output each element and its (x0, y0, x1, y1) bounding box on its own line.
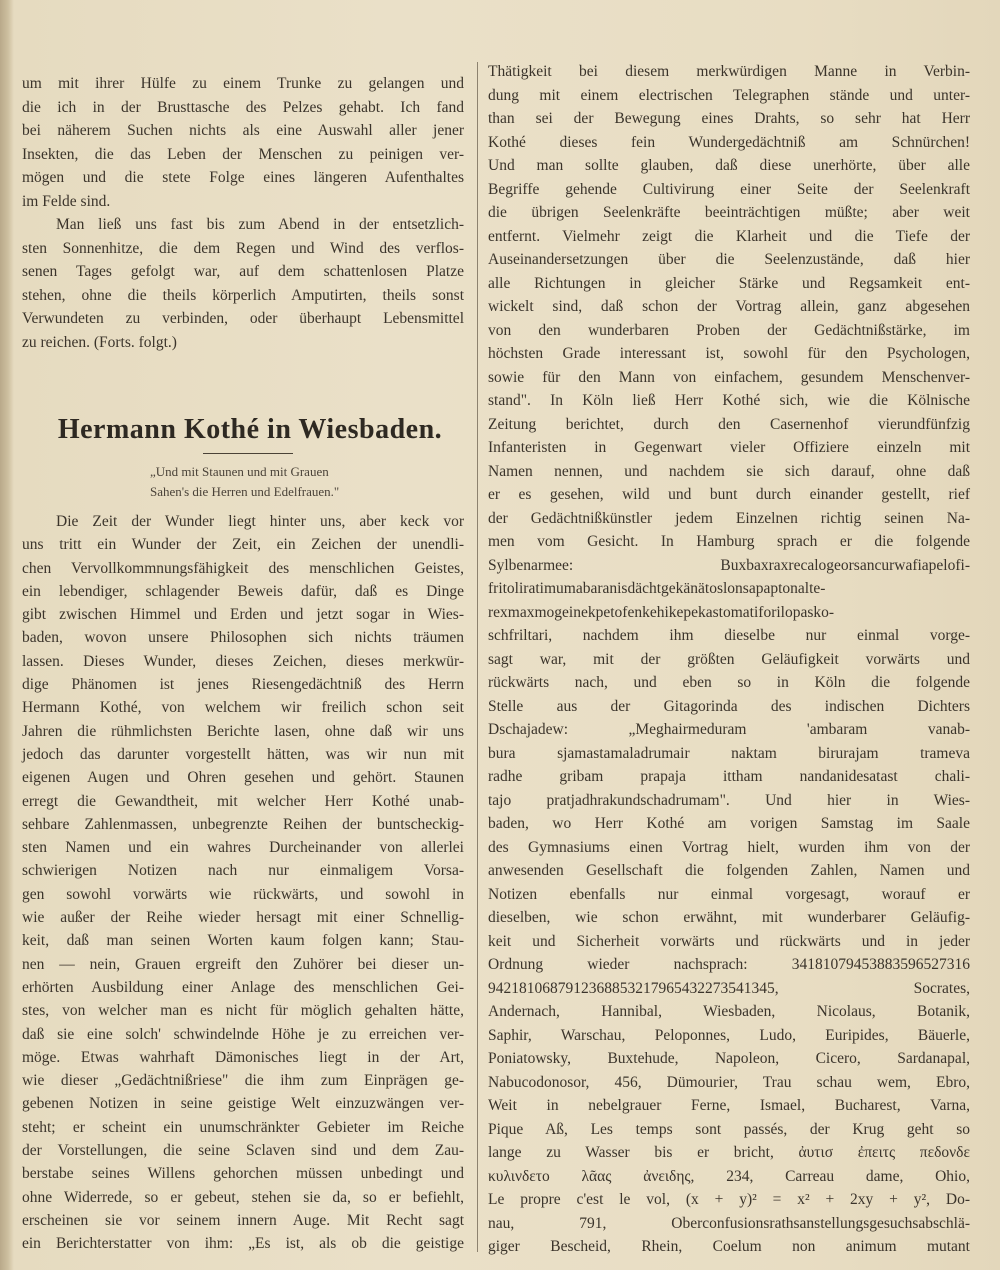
text-line: giger Bescheid, Rhein, Coelum non animum mutant (488, 1238, 970, 1255)
text-line: berstabe seines Willens gehorchen müssen unbedingt und (22, 1165, 464, 1183)
epigraph-line: Sahen's die Herren und Edelfrauen." (150, 484, 340, 499)
epigraph (150, 462, 460, 502)
text-line: erregt die Gewandtheit, mit welcher Herr Kothé unab- (22, 792, 464, 810)
text-line: Verwundeten zu verbinden, oder überhaupt Lebensmittel (22, 310, 464, 327)
text-line: er es gesehen, wild und bunt durch einander gestellt, rief (488, 486, 970, 503)
text-line: gibt zwischen Himmel und Erden und jetzt sogar in Wies- (22, 606, 464, 624)
text-line: lassen. Dieses Wunder, dieses Zeichen, dieses merkwür- (22, 652, 464, 670)
text-line: daß sie eine solch' schwindelnde Höhe je zu erreichen ver- (22, 1025, 464, 1043)
text-line: nau, 791, Oberconfusionsrathsanstellungsgesuchsabschlä- (488, 1214, 970, 1232)
text-line: dige Phänomen ist jenes Riesengedächtniß des Herrn (22, 676, 464, 694)
text-line: alle Richtungen in gleicher Stärke und Regsamkeit ent- (488, 274, 970, 292)
text-line: entfernt. Vielmehr zeigt die Klarheit und die Tiefe der (488, 227, 970, 245)
text-line: sehbare Zahlenmassen, unbegrenzte Reihen der buntscheckig- (22, 815, 464, 833)
text-line: wie außer der Reihe wieder hersagt mit einer Schnellig- (22, 909, 464, 927)
text-line: Nabucodonosor, 456, Dümourier, Trau schau wem, Ebro, (488, 1073, 970, 1091)
text-line: Le propre c'est le vol, (x + y)² = x² + 2xy + y², Do- (488, 1191, 970, 1208)
text-line: zu reichen. (Forts. folgt.) (22, 333, 177, 351)
text-line: Andernach, Hannibal, Wiesbaden, Nicolaus, Botanik, (488, 1003, 970, 1020)
text-line: baden, wovon unsere Philosophen sich nichts träumen (22, 629, 464, 647)
text-line: ein Berichterstatter von ihm: „Es ist, als ob die geistige (22, 1235, 464, 1253)
text-line: Man ließ uns fast bis zum Abend in der entsetzlich- (56, 216, 464, 233)
text-line: Insekten, die das Leben der Menschen zu peinigen ver- (22, 145, 464, 163)
text-line: schwierigen Notizen nach nur einmaligem Vorsa- (22, 862, 464, 880)
text-line: fritoliratimumabaranisdächtgekänätoslonsapaptonalte- (488, 580, 826, 597)
text-line: Und man sollte glauben, daß diese unerhörte, über alle (488, 157, 970, 174)
text-line: lange zu Wasser bis er bricht, ἀυτισ ἐπειτς πεδονδε (488, 1144, 970, 1161)
text-line: nen — nein, Grauen ergreift den Zuhörer bei dieser un- (22, 955, 464, 973)
text-line: keit und Sicherheit vorwärts und rückwärts und in jeder (488, 932, 970, 950)
text-line: steht; er scheint ein unumschränkter Gebieter im Reiche (22, 1118, 464, 1136)
epigraph-line: „Und mit Staunen und mit Grauen (150, 464, 329, 479)
text-line: dung mit einem electrischen Telegraphen stände und unter- (488, 86, 970, 104)
column-divider (477, 62, 478, 1252)
text-line: von den wunderbaren Proben der Gedächtnißstärke, im (488, 321, 970, 339)
text-line: Namen nennen, und nachdem sie sich darauf, ohne daß (488, 462, 970, 480)
text-line: Stelle aus der Gitagorinda des indischen Dichters (488, 697, 970, 715)
text-line: keit, daß man seinen Worten kaum folgen kann; Stau- (22, 932, 464, 950)
text-line: 9421810687912368853217965432273541345, Socrates, (488, 979, 970, 997)
text-line: tajo pratjadhrakundschadrumam". Und hier in Wies- (488, 791, 970, 809)
text-line: des Gymnasiums einen Vortrag hielt, wurden ihm von der (488, 838, 970, 856)
right-column-article-body (488, 60, 970, 1259)
title-underline (203, 453, 293, 454)
text-line: die übrigen Seelenkräfte beeinträchtigen müßte; aber weit (488, 204, 970, 221)
text-line: Infanteristen in Gegenwart vieler Offiziere einzeln mit (488, 439, 970, 456)
text-line: wickelt sind, daß schon der Vortrag allein, ganz abgesehen (488, 298, 970, 315)
text-line: Notizen ebenfalls nur einmal vorgesagt, worauf er (488, 885, 970, 903)
text-line: sten Namen und ein wahres Durcheinander von allerlei (22, 839, 464, 857)
text-line: bura sjamastamaladrumair naktam birurajam trameva (488, 744, 970, 762)
text-line: um mit ihrer Hülfe zu einem Trunke zu gelangen und (22, 75, 464, 92)
text-line: Sylbenarmee: Buxbaxraxrecalogeorsancurwafiapelofi- (488, 556, 970, 574)
text-line: im Felde sind. (22, 192, 111, 210)
text-line: stehen, ohne die theils körperlich Amputirten, theils sonst (22, 286, 464, 304)
text-line: Jahren die rühmlichsten Berichte lasen, ohne daß wir uns (22, 722, 464, 740)
text-line: κυλινδετο λᾶας ἀνειδης, 234, Carreau dame, Ohio, (488, 1167, 970, 1185)
text-line: jedoch das darunter vorgestellt hätten, was wir nun mit (22, 745, 464, 763)
text-line: höchsten Grade interessant ist, sowohl für den Psychologen, (488, 345, 970, 362)
text-line: gen sowohl vorwärts wie rückwärts, und sowohl in (22, 885, 464, 903)
text-line: der Gedächtnißkünstler jedem Einzelnen richtig seinen Na- (488, 509, 970, 527)
text-line: stand". In Köln ließ Herr Kothé sich, wie die Kölnische (488, 392, 970, 409)
text-line: sowie für den Mann von einfachem, gesundem Menschenver- (488, 368, 970, 386)
text-line: Kothé dieses fein Wundergedächtniß am Schnürchen! (488, 133, 970, 151)
text-line: sten Sonnenhitze, die dem Regen und Wind des verflos- (22, 239, 464, 257)
text-line: mögen und die stete Folge eines längeren Aufenthaltes (22, 169, 464, 186)
text-line: erhörten Ausbildung einer Anlage des menschlichen Gei- (22, 978, 464, 996)
text-line: rexmaxmogeinekpetofenkehikepekastomatiforilopasko- (488, 603, 835, 621)
text-line: Die Zeit der Wunder liegt hinter uns, aber keck vor (56, 513, 464, 530)
text-line: ein lebendiger, schlagender Beweis dafür, daß es Dinge (22, 582, 464, 600)
text-line: Pique Aß, Les temps sont passés, der Krug geht so (488, 1120, 970, 1138)
text-line: stes, von welcher man es nicht für möglich gehalten hätte, (22, 1002, 464, 1020)
left-column-article-body (22, 510, 464, 1256)
text-line: uns tritt ein Wunder der Zeit, ein Zeichen der unendli- (22, 536, 464, 554)
paragraph (22, 510, 464, 1256)
text-line: chen Vervollkommnungsfähigkeit des menschlichen Geistes, (22, 559, 464, 577)
article-title: Hermann Kothé in Wiesbaden. (57, 414, 443, 445)
text-line: Begriffe gehende Cultivirung einer Seite der Seelenkraft (488, 180, 970, 198)
text-line: bei näherem Suchen nichts als eine Auswahl aller jener (22, 122, 464, 139)
text-line: than sei der Bewegung eines Drahts, so sehr hat Herr (488, 110, 970, 127)
text-line: Ordnung wieder nachsprach: 34181079453883596527316 (488, 956, 970, 973)
text-line: die ich in der Brusttasche des Pelzes gehabt. Ich fand (22, 98, 464, 116)
text-line: baden, wo Herr Kothé am vorigen Samstag im Saale (488, 815, 970, 832)
text-line: eigenen Augen und Ohren gesehen und gehört. Staunen (22, 769, 464, 787)
text-line: wie dieser „Gedächtnißriese" die ihm zum Einprägen ge- (22, 1072, 464, 1090)
text-line: Hermann Kothé, von welchem wir freilich schon seit (22, 699, 464, 717)
text-line: erscheinen sie vor seinem innern Auge. Mit Recht sagt (22, 1211, 464, 1229)
left-column-previous-article (22, 72, 464, 354)
text-line: Saphir, Warschau, Peloponnes, Ludo, Euripides, Bäuerle, (488, 1026, 970, 1044)
text-line: schfriltari, nachdem ihm dieselbe nur einmal vorge- (488, 627, 970, 644)
text-line: Poniatowsky, Buxtehude, Napoleon, Cicero, Sardanapal, (488, 1050, 970, 1067)
paragraph (22, 213, 464, 354)
text-line: gebenen Notizen in seine geistige Welt einzuzwängen ver- (22, 1095, 464, 1113)
text-line: radhe gribam prapaja ittham nandanidesatast chali- (488, 768, 970, 785)
text-line: dieselben, wie schon erwähnt, mit wunderbarer Geläufig- (488, 909, 970, 926)
text-line: sagt war, mit der größten Geläufigkeit vorwärts und (488, 650, 970, 668)
text-line: men vom Gesicht. In Hamburg sprach er die folgende (488, 533, 970, 550)
text-line: der Vorstellungen, die seine Sclaven sind und dem Zau- (22, 1142, 464, 1160)
text-line: Weit in nebelgrauer Ferne, Ismael, Bucharest, Varna, (488, 1097, 970, 1114)
text-line: senen Tages gefolgt war, auf dem schattenlosen Platze (22, 263, 464, 280)
text-line: ohne Widerrede, so er gebeut, stehen sie da, so er befiehlt, (22, 1188, 464, 1206)
text-line: möge. Etwas wahrhaft Dämonisches liegt in der Art, (22, 1048, 464, 1066)
text-line: rückwärts nach, und eben so in Köln die folgende (488, 674, 970, 691)
text-line: Dschajadew: „Meghairmeduram 'ambaram vanab- (488, 721, 970, 738)
text-line: Auseinandersetzungen über die Seelenzustände, daß hier (488, 251, 970, 268)
text-line: Thätigkeit bei diesem merkwürdigen Manne in Verbin- (488, 63, 970, 80)
text-line: Zeitung berichtet, durch den Casernenhof vierundfünfzig (488, 415, 970, 433)
text-line: anwesenden Gesellschaft die folgenden Zahlen, Namen und (488, 862, 970, 879)
paragraph (22, 72, 464, 213)
